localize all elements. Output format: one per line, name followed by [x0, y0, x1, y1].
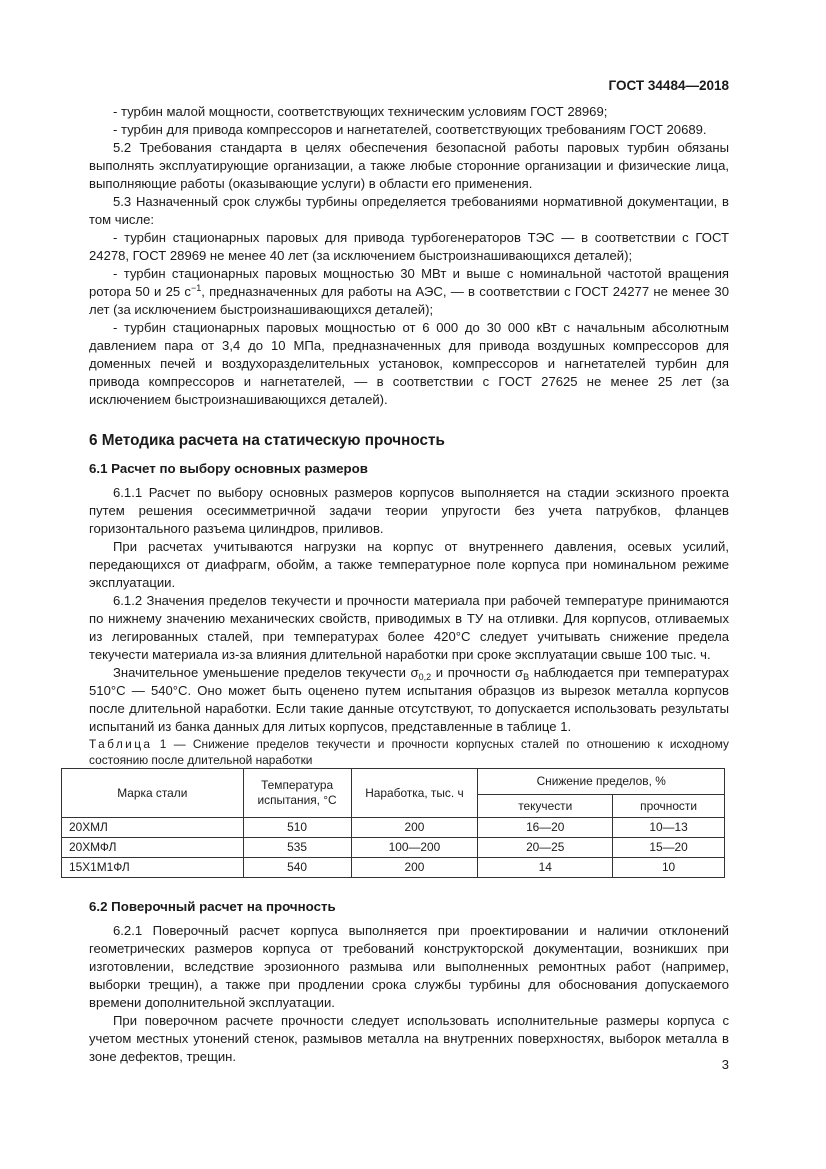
section-heading: 6 Методика расчета на статическую прочность	[89, 432, 445, 449]
document-body	[69, 103, 729, 1066]
cell-yield: 20—25	[478, 838, 613, 858]
caption-text: 1 — Снижение пределов текучести и прочности корпусных сталей по отношению к исходному состоянию после длительной наработки	[89, 737, 729, 767]
cell-grade: 15Х1М1ФЛ	[62, 858, 244, 878]
cell-yield: 14	[478, 858, 613, 878]
document-header: ГОСТ 34484—2018	[608, 78, 729, 93]
cell-strength: 10—13	[613, 818, 725, 838]
list-item	[89, 265, 729, 319]
list-item: - турбин стационарных паровых мощностью от 6 000 до 30 000 кВт с начальным абсолютным давлением пара от 3,4 до 10 МПа, предназначенных для привода воздушных компрессоров для доменных печей и воздухоразделительных установок, компрессоров и нагнетателей турбин для привода компрессоров и нагнетателей, — в соответствии с ГОСТ 27625 не менее 25 лет (за исключением быстроизнашивающихся деталей).	[89, 320, 729, 407]
cell-strength: 15—20	[613, 838, 725, 858]
cell-yield: 16—20	[478, 818, 613, 838]
page-number: 3	[721, 1057, 729, 1072]
cell-temp: 535	[243, 838, 351, 858]
subsection-heading: 6.2 Поверочный расчет на прочность	[89, 899, 336, 914]
clause-6-1-2: 6.1.2 Значения пределов текучести и прочности материала при рабочей температуре принимаются по нижнему значению механических свойств, приводимых в ТУ на отливки. Для корпусов, отливаемых из легированных сталей, при температурах более 420°С следует учитывать снижение предела текучести материала из-за влияния длительной наработки при сроке эксплуатации свыше 100 тыс. ч.	[89, 593, 729, 662]
table-row	[62, 858, 725, 878]
paragraph: При расчетах учитываются нагрузки на корпус от внутреннего давления, осевых усилий, передающихся от диафрагм, обойм, а также температурное поле корпуса при номинальном режиме эксплуатации.	[89, 539, 729, 590]
header-strength: прочности	[613, 795, 725, 818]
cell-hours: 200	[351, 858, 478, 878]
superscript: −1	[190, 283, 202, 293]
table-row	[62, 838, 725, 858]
text-run: - турбин стационарных паровых мощностью 30 МВт и выше с номинальной частотой вращения ротора 50 и 25 с	[89, 266, 729, 299]
cell-grade: 20ХМФЛ	[62, 838, 244, 858]
cell-temp: 540	[243, 858, 351, 878]
cell-temp: 510	[243, 818, 351, 838]
text-run: наблюдается при температурах 510°С — 540°С. Оно может быть оценено путем испытания образцов из вырезок металла корпусов после длительной наработки. Если такие данные отсутствуют, то допускается использовать результаты испытаний из банка данных для литых корпусов, представленные в таблице 1.	[89, 665, 729, 734]
list-item: - турбин для привода компрессоров и нагнетателей, соответствующих требованиям ГОСТ 20689.	[113, 122, 707, 137]
text-run: и прочности	[431, 665, 515, 680]
header-temp: Температура испытания, °С	[243, 769, 351, 818]
text-run: , предназначенных для работы на АЭС, — в соответствии с ГОСТ 24277 не менее 30 лет (за исключением быстроизнашивающихся деталей);	[89, 284, 729, 317]
header-hours: Наработка, тыс. ч	[351, 769, 478, 818]
subscript: В	[523, 672, 530, 682]
caption-label: Таблица	[89, 737, 153, 751]
paragraph: При поверочном расчете прочности следует использовать исполнительные размеры корпуса с учетом местных утонений стенок, размывов металла на внутренних поверхностях, выборок металла в зоне дефектов, трещин.	[89, 1013, 729, 1064]
steel-reduction-table	[61, 768, 725, 878]
text-run: Значительное уменьшение пределов текучести	[113, 665, 411, 680]
cell-hours: 100—200	[351, 838, 478, 858]
clause-6-1-1: 6.1.1 Расчет по выбору основных размеров корпусов выполняется на стадии эскизного проекта путем решения осесимметричной задачи теории упругости без учета патрубков, фланцев горизонтального разъема цилиндров, приливов.	[89, 485, 729, 536]
paragraph	[89, 664, 729, 736]
table-row	[62, 818, 725, 838]
subscript: 0,2	[418, 672, 432, 682]
cell-hours: 200	[351, 818, 478, 838]
clause-6-2-1: 6.2.1 Поверочный расчет корпуса выполняется при проектировании и наличии отклонений геометрических размеров корпуса от требований конструкторской документации, возникших при изготовлении, вследствие эрозионного размыва или выполненных ремонтных работ (например, выборки трещин), а также при продлении срока службы турбины для обоснования допускаемого времени дополнительной эксплуатации.	[89, 923, 729, 1010]
clause-5-3: 5.3 Назначенный срок службы турбины определяется требованиями нормативной документации, в том числе:	[89, 194, 729, 227]
table-caption	[89, 736, 729, 768]
subsection-heading: 6.1 Расчет по выбору основных размеров	[89, 461, 368, 476]
sigma-symbol: σ	[410, 665, 419, 680]
clause-5-2: 5.2 Требования стандарта в целях обеспечения безопасной работы паровых турбин обязаны выполнять эксплуатирующие организации, а также любые сторонние организации и физические лица, выполняющие работы (оказывающие услуги) в области его применения.	[89, 140, 729, 191]
cell-strength: 10	[613, 858, 725, 878]
list-item: - турбин малой мощности, соответствующих техническим условиям ГОСТ 28969;	[113, 104, 608, 119]
cell-grade: 20ХМЛ	[62, 818, 244, 838]
header-grade: Марка стали	[62, 769, 244, 818]
list-item: - турбин стационарных паровых для привода турбогенераторов ТЭС — в соответствии с ГОСТ 24278, ГОСТ 28969 не менее 40 лет (за исключением быстроизнашивающихся деталей);	[89, 230, 729, 263]
sigma-symbol: σ	[514, 665, 524, 680]
header-yield: текучести	[478, 795, 613, 818]
header-reduction: Снижение пределов, %	[478, 769, 725, 795]
